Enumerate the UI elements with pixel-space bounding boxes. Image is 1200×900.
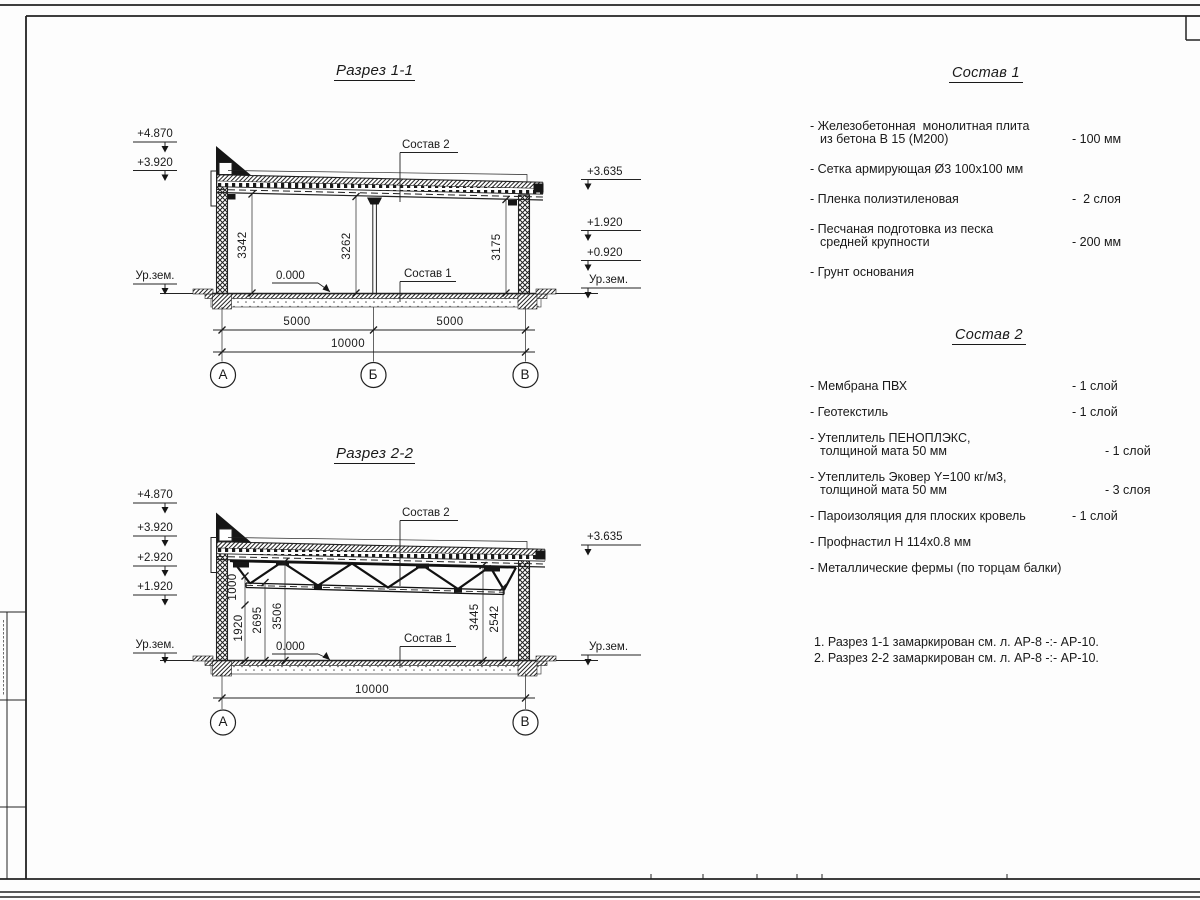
dimension-label: 2695 — [252, 606, 264, 634]
section1-elevation-marks — [133, 142, 641, 299]
elevation-mark-label: +4.870 — [137, 128, 173, 140]
section2-dimensions — [211, 558, 539, 735]
foundation-block — [518, 294, 537, 309]
material-item — [810, 432, 1180, 458]
material-name: - Мембрана ПВХ — [810, 379, 908, 393]
material-item — [810, 510, 1180, 523]
axis-letter: В — [520, 714, 530, 730]
elevation-mark-label: +0.920 — [587, 247, 623, 259]
material-item — [810, 223, 1180, 249]
dimension-label: 2542 — [489, 605, 501, 633]
section1-walls — [211, 146, 530, 294]
section2-elevation-marks — [133, 503, 641, 666]
elevation-mark-label: +2.920 — [137, 552, 173, 564]
elevation-mark-label: Ур.зем. — [589, 274, 629, 286]
axis-letter: А — [218, 367, 228, 383]
material-value: - 1 слой — [1072, 405, 1118, 419]
material-name: - Геотекстиль — [810, 405, 889, 419]
material-value: - 1 слой — [1072, 509, 1118, 523]
axis-letter: А — [218, 714, 228, 730]
material-value: - 1 слой — [1105, 444, 1151, 458]
dimension-label: 5000 — [436, 316, 464, 328]
material-name: - Пароизоляция для плоских кровель — [810, 509, 1026, 523]
material-name-line2: толщиной мата 50 мм — [820, 483, 947, 497]
axis-letter: Б — [368, 367, 378, 383]
section2-truss — [230, 561, 516, 595]
material-item — [810, 120, 1180, 146]
note-line: 2. Разрез 2-2 замаркирован см. л. АР-8 -:- АР-10. — [814, 650, 1099, 665]
material-value: - 2 слоя — [1072, 192, 1121, 206]
elevation-mark-label: +1.920 — [587, 217, 623, 229]
foundation-block — [213, 294, 232, 309]
foundation-block — [518, 661, 537, 676]
elevation-mark-label: +1.920 — [137, 581, 173, 593]
elevation-mark-label: +3.920 — [137, 522, 173, 534]
elevation-mark-label: Ур.зем. — [589, 641, 629, 653]
sostav2-list — [810, 380, 1180, 575]
material-name: - Утеплитель ПЕНОПЛЭКС, — [810, 431, 971, 445]
note-line: 1. Разрез 1-1 замаркирован см. л. АР-8 -:- АР-10. — [814, 635, 1099, 649]
dimension-label: 1920 — [233, 614, 245, 642]
section1-title: Разрез 1-1 — [336, 62, 414, 79]
material-name: - Сетка армирующая Ø3 100х100 мм — [810, 162, 1024, 176]
section1-column — [367, 198, 382, 294]
material-item — [810, 406, 1180, 419]
dimension-label: 10000 — [355, 684, 389, 696]
zero-level-label: 0.000 — [276, 641, 305, 653]
material-name: - Пленка полиэтиленовая — [810, 192, 959, 206]
sostav1-leader-label: Состав 1 — [404, 633, 452, 645]
material-name: - Железобетонная монолитная плита — [810, 119, 1030, 133]
notes — [814, 635, 1099, 666]
sostav1-list — [810, 120, 1180, 279]
sostav2-panel-title: Состав 2 — [952, 327, 1026, 345]
sostav2-leader-label: Состав 2 — [402, 507, 450, 519]
dimension-label: 3175 — [491, 233, 503, 261]
dimension-label: 3445 — [469, 603, 481, 631]
dimension-label: 5000 — [283, 316, 311, 328]
material-item — [810, 193, 1180, 206]
elevation-mark-label: Ур.зем. — [135, 270, 175, 282]
zero-level-label: 0.000 — [276, 270, 305, 282]
axis-letter: В — [520, 367, 530, 383]
dimension-label: 3342 — [237, 231, 249, 259]
sostav1-panel-title: Состав 1 — [949, 65, 1023, 83]
section2-title: Разрез 2-2 — [336, 445, 414, 462]
material-item — [810, 380, 1180, 393]
material-name-line2: из бетона В 15 (М200) — [820, 132, 949, 146]
dimension-label: 3506 — [272, 602, 284, 630]
material-value: - 1 слой — [1072, 379, 1118, 393]
material-name: - Профнастил Н 114х0.8 мм — [810, 535, 972, 549]
material-value: - 100 мм — [1072, 132, 1122, 146]
sostav2-panel — [810, 326, 1180, 575]
material-item — [810, 536, 1180, 549]
elevation-mark-label: +3.635 — [587, 166, 623, 178]
dimension-label: 1000 — [227, 573, 239, 601]
elevation-mark-label: +3.920 — [137, 157, 173, 169]
margin-stamp-cells — [0, 612, 26, 879]
material-value: - 3 слоя — [1105, 483, 1151, 497]
dimension-label: 3262 — [341, 232, 353, 260]
material-item — [810, 471, 1180, 497]
material-value: - 200 мм — [1072, 235, 1122, 249]
material-name-line2: средней крупности — [820, 235, 930, 249]
material-name: - Утеплитель Эковер Y=100 кг/м3, — [810, 470, 1007, 484]
material-name: - Металлические фермы (по торцам балки) — [810, 561, 1062, 575]
sostav1-panel — [810, 64, 1180, 279]
elevation-mark-label: +3.635 — [587, 531, 623, 543]
material-name-line2: толщиной мата 50 мм — [820, 444, 947, 458]
elevation-mark-label: +4.870 — [137, 489, 173, 501]
section1-dimensions — [211, 191, 539, 388]
material-item — [810, 163, 1180, 176]
material-name: - Песчаная подготовка из песка — [810, 222, 994, 236]
dimension-label: 10000 — [331, 338, 365, 350]
elevation-mark-label: Ур.зем. — [135, 639, 175, 651]
material-name: - Грунт основания — [810, 265, 915, 279]
sostav1-leader-label: Состав 1 — [404, 268, 452, 280]
sostav2-leader-label: Состав 2 — [402, 139, 450, 151]
material-item — [810, 562, 1180, 575]
material-item — [810, 266, 1180, 279]
